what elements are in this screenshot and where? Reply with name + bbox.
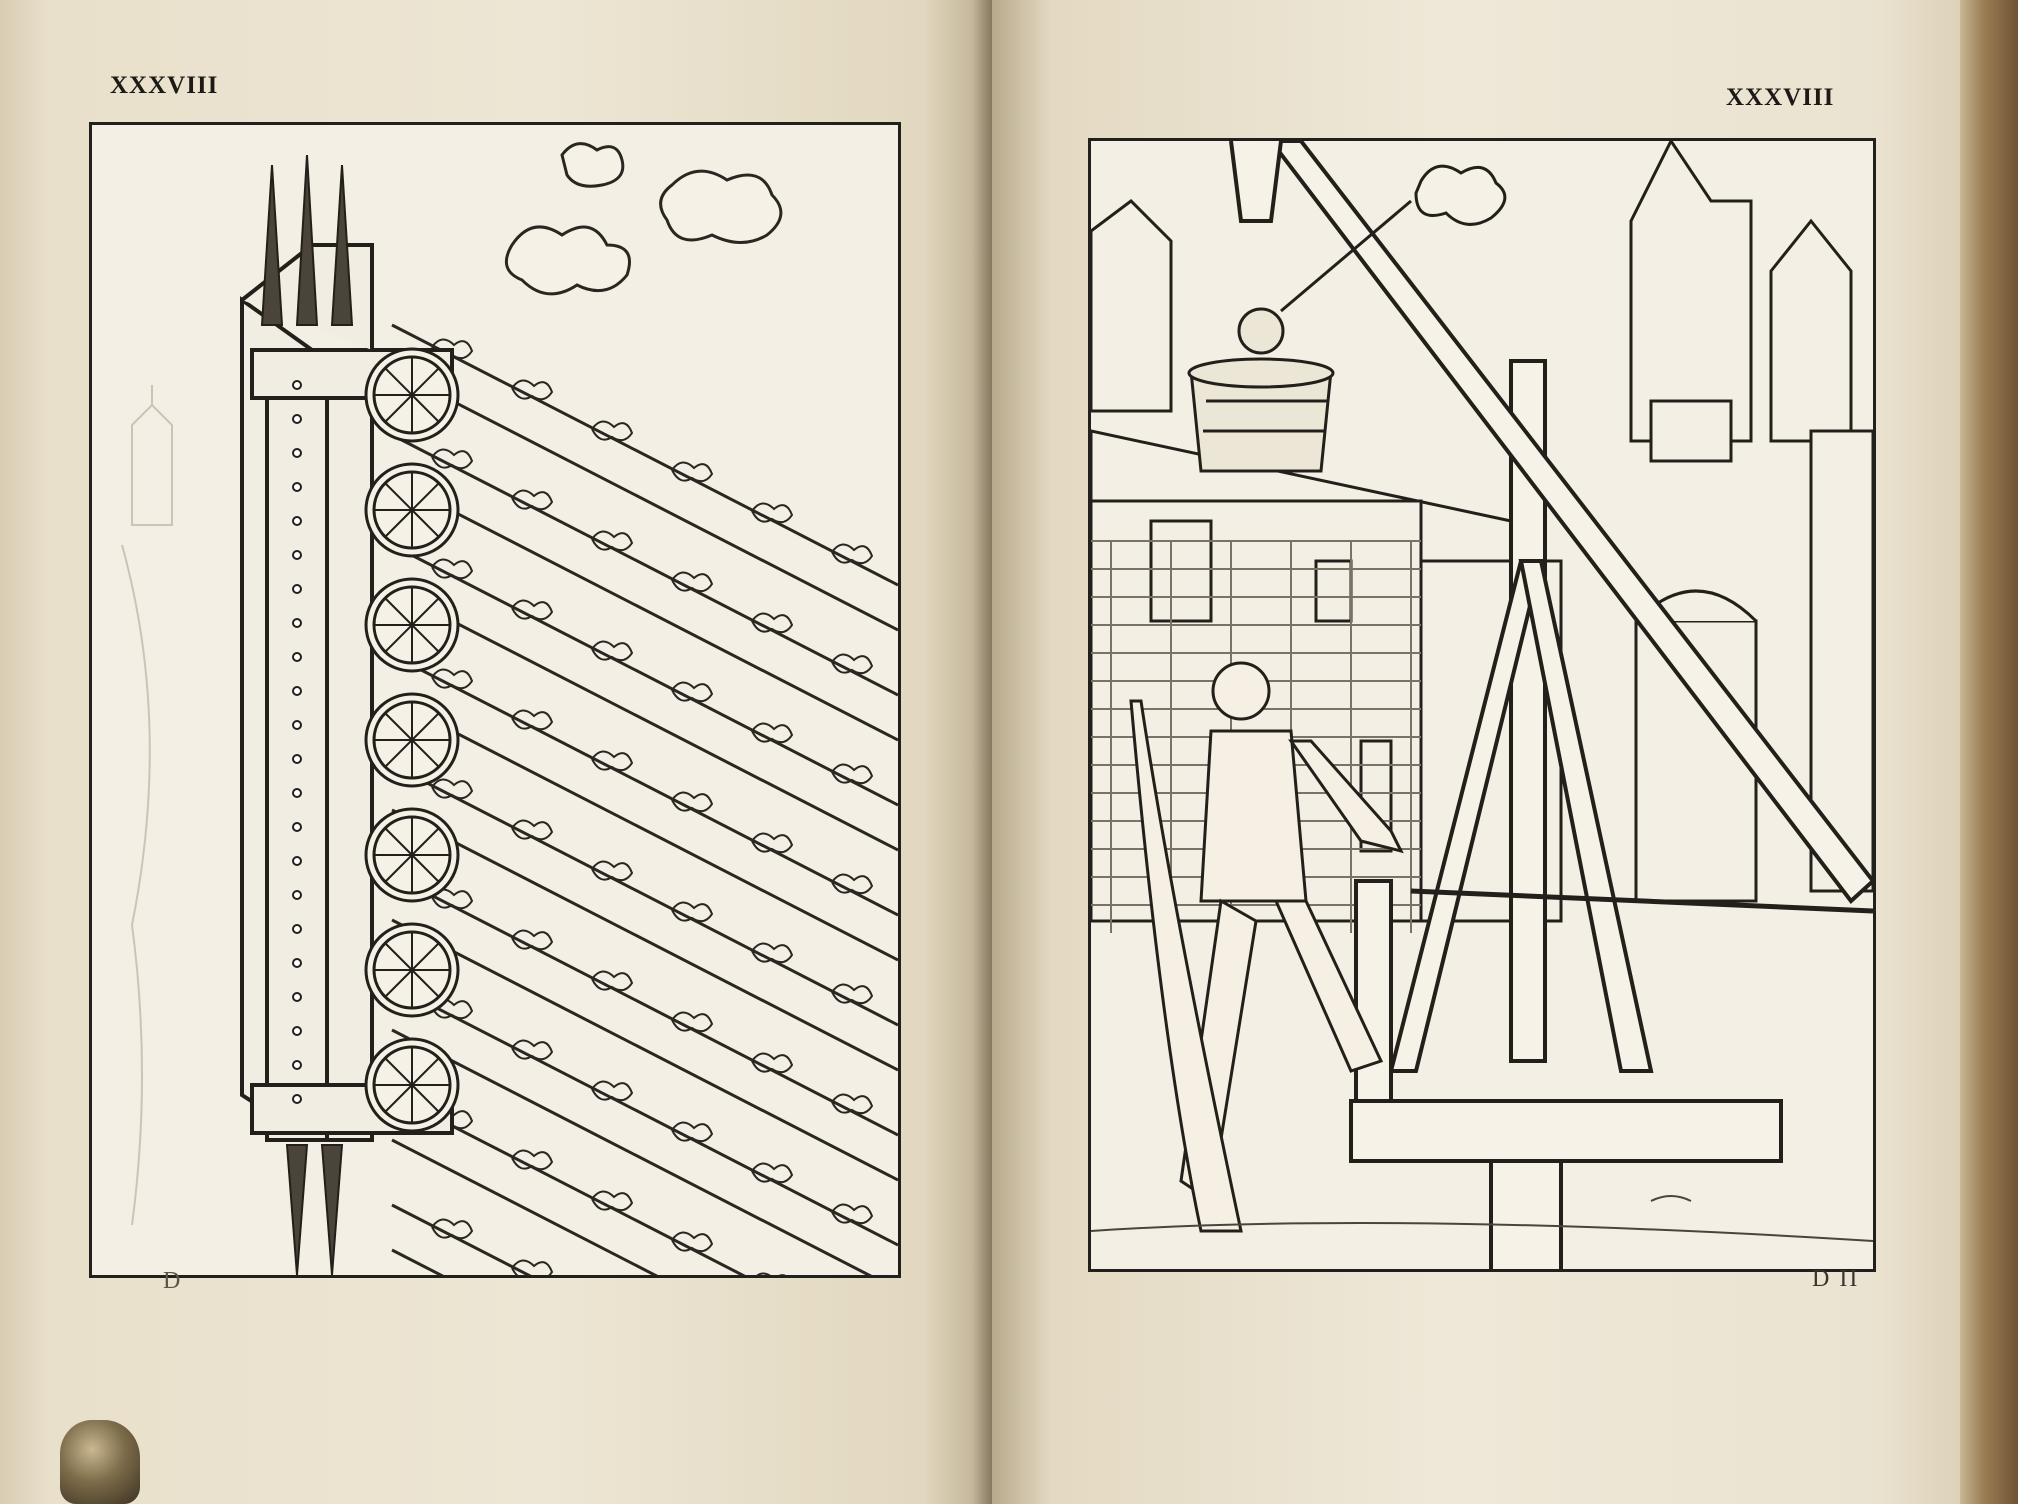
folio-number-left: XXXVIII (110, 72, 219, 99)
rivet (293, 857, 301, 865)
crane-scene-drawing (1091, 141, 1873, 1269)
fire-band-edge (392, 1030, 898, 1275)
book-clasp-icon (60, 1420, 140, 1504)
rivet (293, 823, 301, 831)
rivet (293, 619, 301, 627)
smoke-curl (752, 1273, 792, 1275)
signature-mark-right: D II (1812, 1266, 1860, 1292)
rivet (293, 449, 301, 457)
rivet (293, 381, 301, 389)
rivet (293, 483, 301, 491)
fire-band-edge (392, 370, 898, 630)
war-wagon-drawing (92, 125, 898, 1275)
rivet (293, 959, 301, 967)
fire-band-edge (392, 480, 898, 740)
smoke-curl (512, 1260, 552, 1275)
rivet (293, 1061, 301, 1069)
rivet (293, 415, 301, 423)
fire-band-edge (392, 1205, 898, 1275)
rivet (293, 925, 301, 933)
rivet (293, 789, 301, 797)
war-wagon-woodcut (89, 122, 901, 1278)
folio-number-right: XXXVIII (1726, 84, 1835, 111)
rivet (293, 653, 301, 661)
fire-band-edge (392, 700, 898, 960)
fire-band-edge (392, 920, 898, 1180)
left-page (0, 0, 992, 1504)
fire-band-edge (392, 590, 898, 850)
rivet (293, 687, 301, 695)
right-page (992, 0, 1992, 1504)
rivet (293, 993, 301, 1001)
fire-band-edge (392, 810, 898, 1070)
rivet (293, 1027, 301, 1035)
rivet (293, 755, 301, 763)
rivet (293, 1095, 301, 1103)
book-fore-edge (1960, 0, 2018, 1504)
fire-band-edge (392, 1095, 898, 1275)
rivet (293, 721, 301, 729)
rivet (293, 517, 301, 525)
rivet (293, 891, 301, 899)
rivet (293, 585, 301, 593)
crane-soldier-woodcut (1088, 138, 1876, 1272)
signature-mark-left: D (163, 1268, 183, 1294)
rivet (293, 551, 301, 559)
